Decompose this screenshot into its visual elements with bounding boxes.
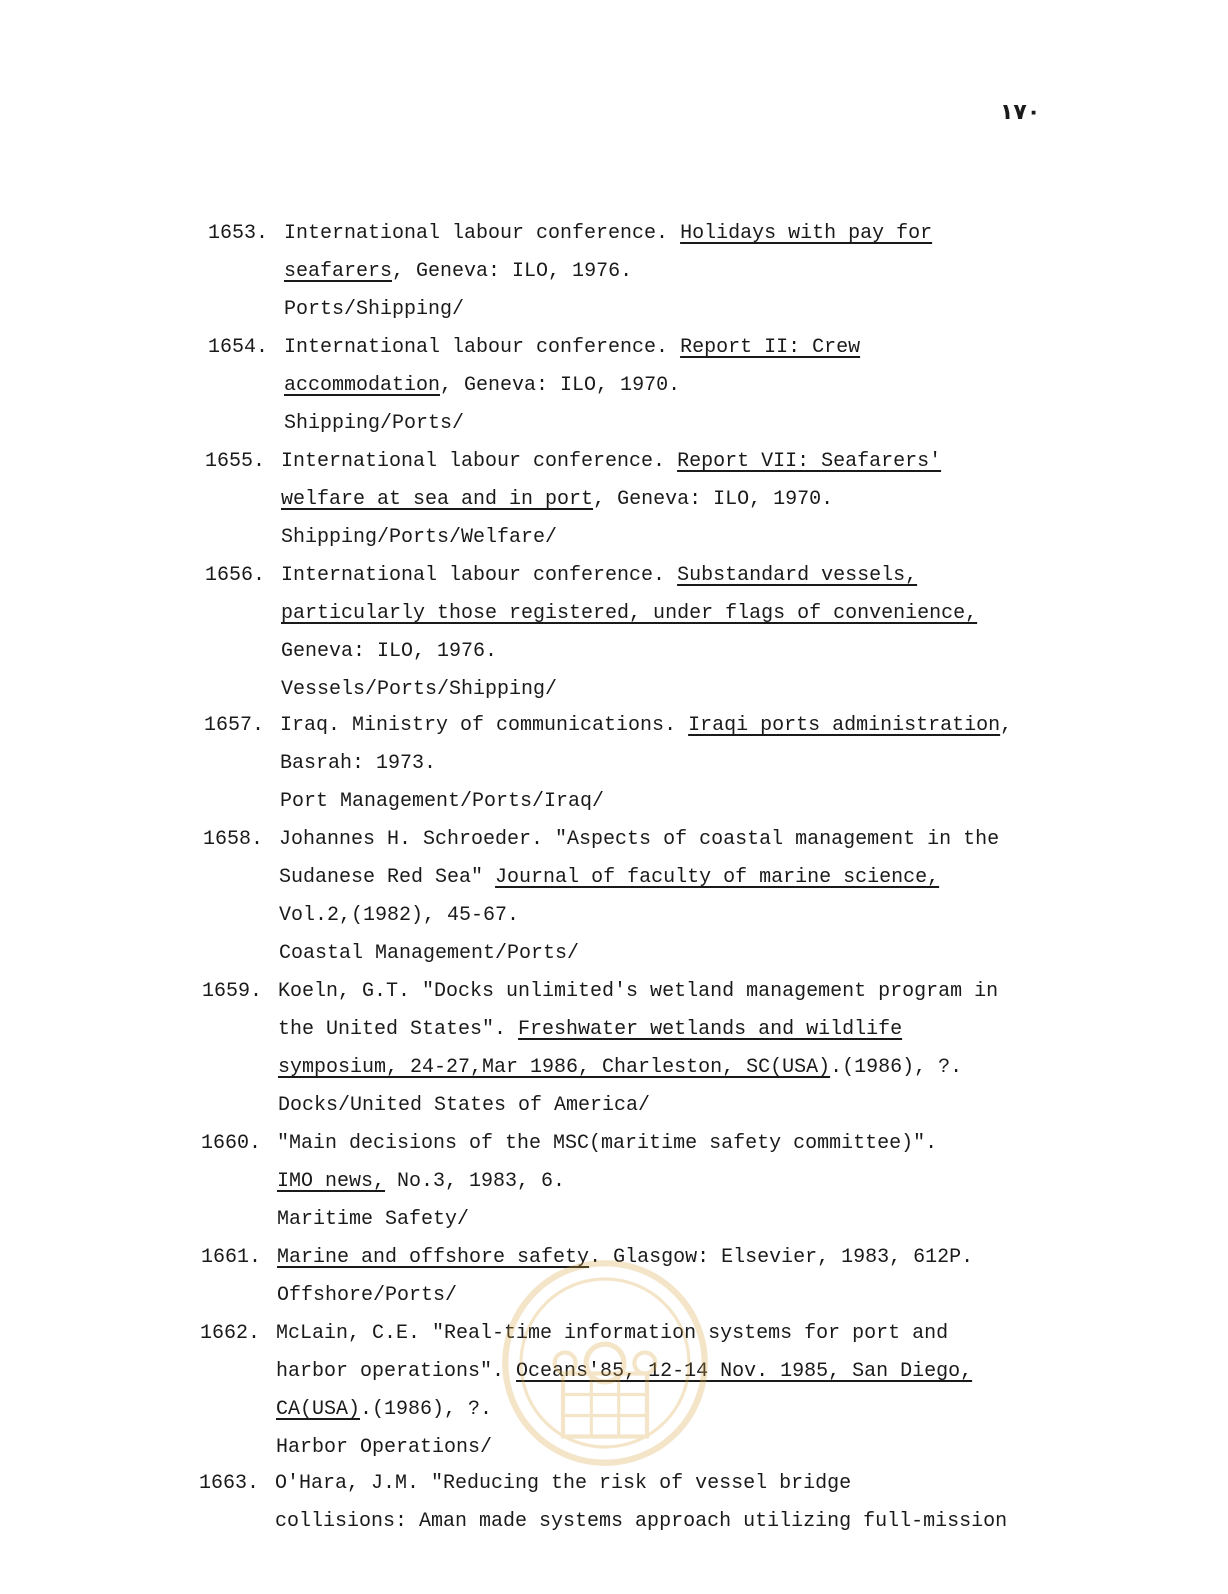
- entry-text: Koeln, G.T. "Docks unlimited's wetland management program in: [278, 980, 999, 1003]
- entry-line: [281, 450, 941, 474]
- entry-text: Harbor Operations/: [276, 1436, 493, 1459]
- entry-text: , Geneva: ILO, 1970.: [440, 374, 681, 397]
- entry-line: [276, 1398, 492, 1422]
- entry-text: Port Management/Ports/Iraq/: [280, 790, 605, 813]
- entry-text: No.3, 1983, 6.: [385, 1170, 566, 1193]
- entry-title-text: seafarers: [284, 260, 393, 283]
- watermark-seal-icon: [500, 1258, 710, 1468]
- entry-line: [284, 412, 464, 436]
- entry-line: [275, 1472, 851, 1496]
- entry-line: [275, 1510, 1007, 1534]
- entry-text: the United States".: [278, 1018, 519, 1041]
- entry-line: [280, 752, 436, 776]
- entry-text: International labour conference.: [284, 336, 681, 359]
- entry-title-text: symposium, 24-27,Mar 1986, Charleston, SC(USA): [278, 1056, 831, 1079]
- entry-text: harbor operations".: [276, 1360, 517, 1383]
- entry-text: Johannes H. Schroeder. "Aspects of coastal management in the: [279, 828, 1000, 851]
- entry-title-text: Report II: Crew: [680, 336, 861, 359]
- page-number: ۱۷۰: [1000, 100, 1041, 125]
- entry-text: Offshore/Ports/: [277, 1284, 458, 1307]
- entry-number: 1658.: [203, 828, 264, 851]
- entry-text: "Main decisions of the MSC(maritime safety committee)".: [277, 1132, 938, 1155]
- entry-number: 1662.: [200, 1322, 261, 1345]
- entry-line: [277, 1208, 469, 1232]
- entry-text: International labour conference.: [281, 450, 678, 473]
- entry-line: [277, 1170, 565, 1194]
- entry-line: [284, 298, 464, 322]
- entry-line: [281, 488, 833, 512]
- entry-text: Docks/United States of America/: [278, 1094, 651, 1117]
- entry-text: Iraq. Ministry of communications.: [280, 714, 689, 737]
- entry-title-text: Oceans'85, 12-14 Nov. 1985, San Diego,: [516, 1360, 973, 1383]
- entry-text: Shipping/Ports/Welfare/: [281, 526, 558, 549]
- entry-title-text: Substandard vessels,: [677, 564, 918, 587]
- entry-text: International labour conference.: [281, 564, 678, 587]
- entry-number: 1660.: [201, 1132, 262, 1155]
- entry-line: [284, 374, 680, 398]
- entry-text: Shipping/Ports/: [284, 412, 465, 435]
- entry-text: .(1986), ?.: [830, 1056, 963, 1079]
- entry-line: [279, 942, 579, 966]
- entry-line: [281, 678, 557, 702]
- entry-text: ,: [1000, 714, 1013, 737]
- entry-line: [278, 1018, 902, 1042]
- entry-text: Basrah: 1973.: [280, 752, 437, 775]
- entry-line: [280, 790, 604, 814]
- entry-number: 1659.: [202, 980, 263, 1003]
- entry-line: [278, 1094, 650, 1118]
- entry-number: 1661.: [201, 1246, 262, 1269]
- entry-line: [276, 1436, 492, 1460]
- entry-title-text: Marine and offshore safety: [277, 1246, 590, 1269]
- entry-text: Geneva: ILO, 1976.: [281, 640, 498, 663]
- entry-line: [279, 904, 519, 928]
- entry-line: [281, 564, 917, 588]
- entry-line: [279, 828, 999, 852]
- entry-title-text: welfare at sea and in port: [281, 488, 594, 511]
- entry-line: [281, 640, 497, 664]
- entry-line: [284, 260, 632, 284]
- entry-line: [277, 1284, 457, 1308]
- entry-text: collisions: Aman made systems approach utilizing full-mission: [275, 1510, 1008, 1533]
- entry-title-text: particularly those registered, under flags of convenience,: [281, 602, 978, 625]
- entry-text: Coastal Management/Ports/: [279, 942, 580, 965]
- entry-text: McLain, C.E. "Real-time information systems for port and: [276, 1322, 949, 1345]
- entry-text: Maritime Safety/: [277, 1208, 470, 1231]
- entry-line: [278, 980, 998, 1004]
- entry-line: [280, 714, 1012, 738]
- entry-title-text: accommodation: [284, 374, 441, 397]
- entry-text: , Geneva: ILO, 1970.: [593, 488, 834, 511]
- entry-text: Ports/Shipping/: [284, 298, 465, 321]
- entry-number: 1657.: [204, 714, 265, 737]
- entry-line: [278, 1056, 962, 1080]
- entry-number: 1653.: [208, 222, 269, 245]
- entry-title-text: Report VII: Seafarers': [677, 450, 942, 473]
- entry-text: International labour conference.: [284, 222, 681, 245]
- entry-line: [277, 1132, 937, 1156]
- entry-text: O'Hara, J.M. "Reducing the risk of vessel bridge: [275, 1472, 852, 1495]
- entry-number: 1663.: [199, 1472, 260, 1495]
- entry-number: 1656.: [205, 564, 266, 587]
- entry-text: . Glasgow: Elsevier, 1983, 612P.: [589, 1246, 974, 1269]
- entry-line: [284, 336, 860, 360]
- entry-title-text: CA(USA): [276, 1398, 361, 1421]
- entry-number: 1655.: [205, 450, 266, 473]
- entry-line: [281, 526, 557, 550]
- entry-text: Vol.2,(1982), 45-67.: [279, 904, 520, 927]
- entry-title-text: IMO news,: [277, 1170, 386, 1193]
- entry-line: [279, 866, 939, 890]
- entry-title-text: Iraqi ports administration: [688, 714, 1001, 737]
- entry-text: .(1986), ?.: [360, 1398, 493, 1421]
- entry-text: Sudanese Red Sea": [279, 866, 496, 889]
- entry-title-text: Journal of faculty of marine science,: [495, 866, 940, 889]
- entry-title-text: Freshwater wetlands and wildlife: [518, 1018, 903, 1041]
- entry-number: 1654.: [208, 336, 269, 359]
- entry-title-text: Holidays with pay for: [680, 222, 933, 245]
- entry-text: , Geneva: ILO, 1976.: [392, 260, 633, 283]
- entry-line: [281, 602, 977, 626]
- entry-line: [284, 222, 932, 246]
- entry-text: Vessels/Ports/Shipping/: [281, 678, 558, 701]
